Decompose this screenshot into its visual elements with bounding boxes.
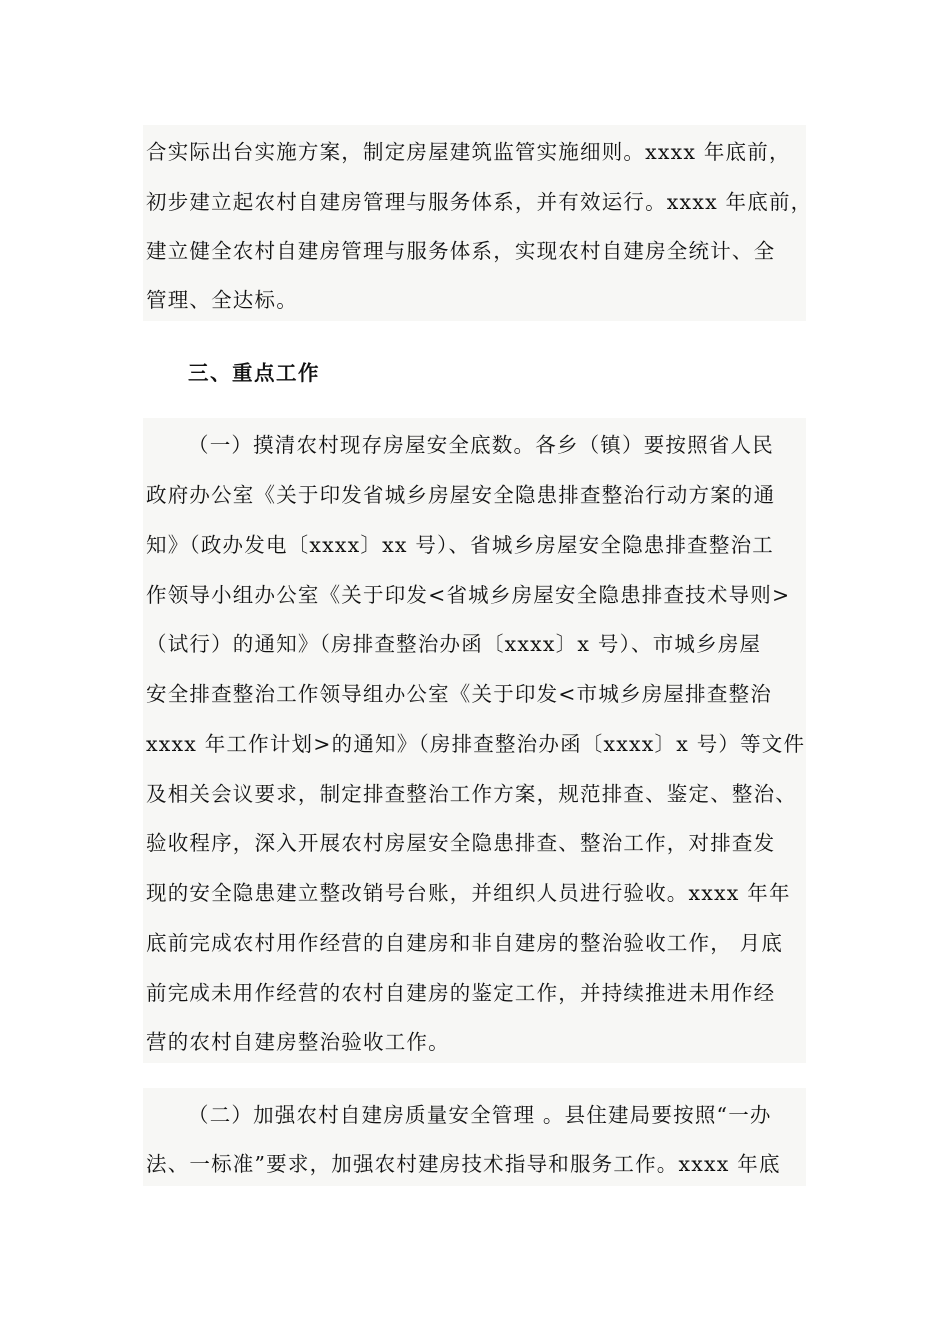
body-text-line: （二）加强农村自建房质量安全管理 。县住建局要按照“一办: [188, 1103, 772, 1127]
body-text-line: 建立健全农村自建房管理与服务体系，实现农村自建房全统计、全: [146, 239, 776, 263]
body-text-line: 及相关会议要求，制定排查整治工作方案，规范排查、鉴定、整治、: [146, 782, 797, 806]
body-text-line: 初步建立起农村自建房管理与服务体系，并有效运行。xxxx 年底前，: [146, 190, 813, 214]
body-text-line: 前完成未用作经营的农村自建房的鉴定工作，并持续推进未用作经: [146, 981, 776, 1005]
body-text-line: 验收程序，深入开展农村房屋安全隐患排查、整治工作，对排查发: [146, 831, 776, 855]
body-text-line: 法、一标准”要求，加强农村建房技术指导和服务工作。xxxx 年底: [146, 1152, 781, 1176]
body-text-line: 合实际出台实施方案，制定房屋建筑监管实施细则。xxxx 年底前，: [146, 140, 791, 164]
body-text-line: 底前完成农村用作经营的自建房和非自建房的整治验收工作， 月底: [146, 931, 784, 955]
body-text-line: 政府办公室《关于印发省城乡房屋安全隐患排查整治行动方案的通: [146, 483, 776, 507]
body-text-line: 营的农村自建房整治验收工作。: [146, 1030, 450, 1054]
body-text-line: （一）摸清农村现存房屋安全底数。各乡（镇）要按照省人民: [188, 433, 774, 457]
body-text-line: 现的安全隐患建立整改销号台账，并组织人员进行验收。xxxx 年年: [146, 881, 791, 905]
section-heading: 三、重点工作: [188, 361, 320, 385]
body-text-line: （试行）的通知》（房排查整治办函〔xxxx〕x 号）、市城乡房屋: [146, 632, 762, 656]
body-text-line: 知》（政办发电〔xxxx〕xx 号）、省城乡房屋安全隐患排查整治工: [146, 533, 774, 557]
body-text-line: xxxx 年工作计划>的通知》（房排查整治办函〔xxxx〕x 号）等文件: [146, 732, 806, 756]
body-text-line: 安全排查整治工作领导组办公室《关于印发<市城乡房屋排查整治: [146, 682, 772, 706]
body-text-line: 作领导小组办公室《关于印发<省城乡房屋安全隐患排查技术导则>: [146, 583, 791, 607]
body-text-line: 管理、全达标。: [146, 288, 298, 312]
